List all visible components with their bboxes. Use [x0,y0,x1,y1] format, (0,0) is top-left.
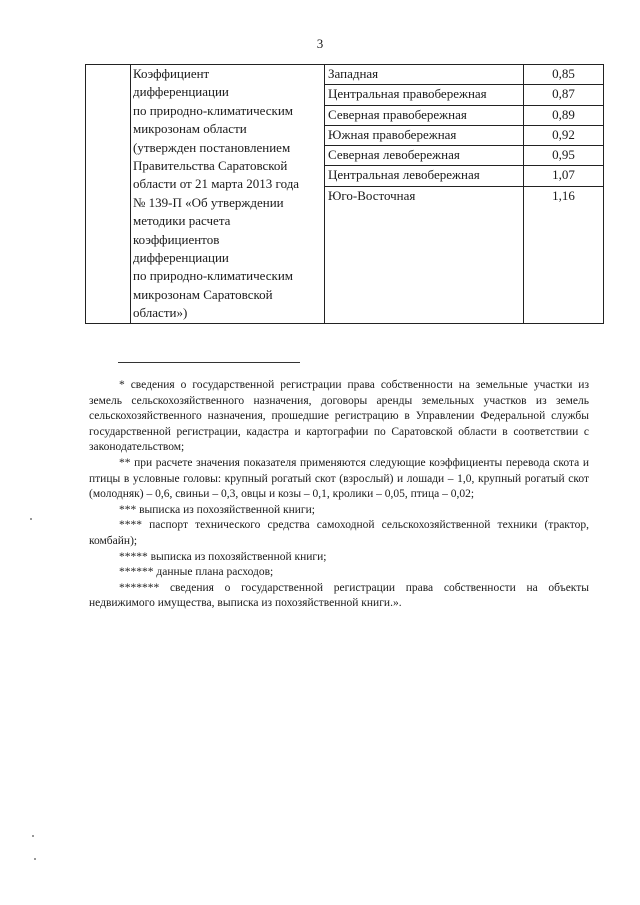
value-cell: 0,95 [524,146,604,166]
scan-speck [34,858,36,860]
zone-cell: Западная [325,65,524,85]
scan-speck [30,518,32,520]
value-cell: 0,92 [524,125,604,145]
coefficient-description: Коэффициент дифференциации по природно-климатическим микрозонам области (утвержден постановлением Правительства Саратовской области от 21 марта 2013 года № 139-П «Об утверждении методики расчета коэффициентов дифференциации по природно-климатическим микрозонам Саратовской области») [133,66,300,321]
footnote: ****** данные плана расходов; [119,566,274,579]
value-cell: 1,16 [524,186,604,323]
value-cell: 0,89 [524,105,604,125]
footnote: ******* сведения о государственной регистрации права собственности на объекты недвижимого имущества, выписка из похозяйственной книги.». [89,581,589,610]
scan-speck [32,835,34,837]
zone-cell: Северная правобережная [325,105,524,125]
coefficient-table [85,64,604,324]
zone-cell: Юго-Восточная [325,186,524,323]
description-cell [131,65,325,324]
empty-cell [86,65,131,324]
zone-cell: Центральная правобережная [325,85,524,105]
value-cell: 0,85 [524,65,604,85]
footnote: * сведения о государственной регистрации права собственности на земельные участки из земель сельскохозяйственного назначения, договоры аренды земельных участков из земель сельскохозяйственного назначения, прошедшие регистрацию в Управлении Федеральной службы государственной регистрации, кадастра и картографии по Саратовской области в соответствии с законодательством; [89,379,589,454]
footnote: **** паспорт технического средства самоходной сельскохозяйственной техники (трактор, комбайн); [89,519,589,547]
page-number: 3 [316,36,324,51]
value-cell: 1,07 [524,166,604,186]
zone-cell: Южная правобережная [325,125,524,145]
value-cell: 0,87 [524,85,604,105]
footnote: *** выписка из похозяйственной книги; [119,503,315,516]
zone-cell: Центральная левобережная [325,166,524,186]
footnote-divider [118,362,300,363]
zone-cell: Северная левобережная [325,146,524,166]
footnote: ***** выписка из похозяйственной книги; [119,550,327,563]
footnotes [89,378,589,612]
table-row [86,65,604,85]
footnote: ** при расчете значения показателя применяются следующие коэффициенты перевода скота и птицы в условные головы: крупный рогатый скот (взрослый) и лошади – 1,0, крупный рогатый скот (молодняк) – 0,6, свиньи – 0,3, овцы и козы – 0,1, кролики – 0,05, птица – 0,02; [89,456,589,501]
